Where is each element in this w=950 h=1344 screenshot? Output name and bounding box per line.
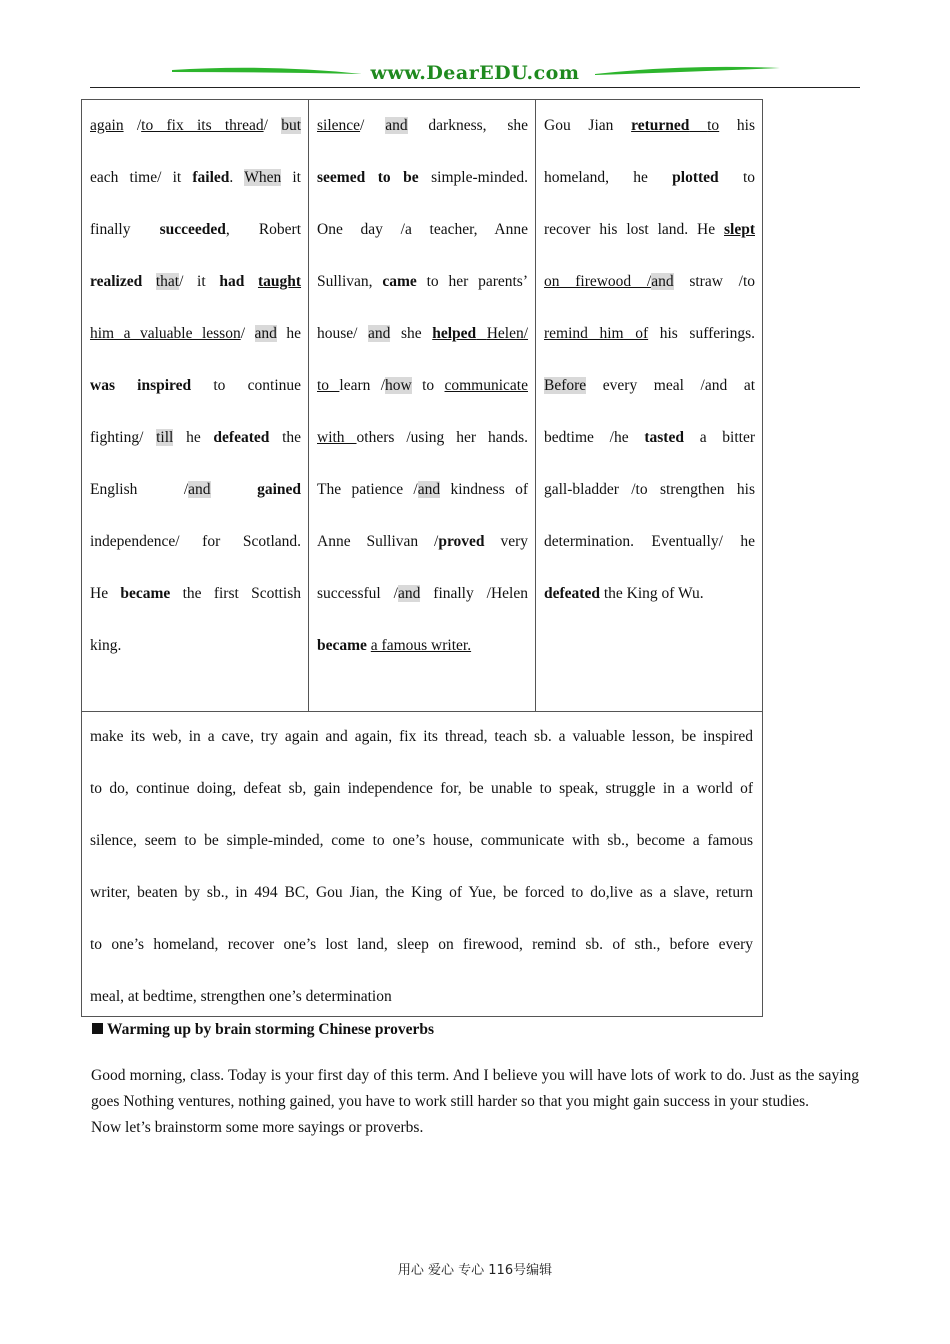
column-divider-2 [535, 100, 536, 711]
section-heading [92, 1021, 434, 1039]
summary-line: to one’s homeland, recover one’s lost land, sleep on firewood, remind sb. of sth., before every [90, 936, 753, 953]
header-rule [90, 87, 860, 88]
summary-line: writer, beaten by sb., in 494 BC, Gou Jian, the King of Yue, be forced to do,live as a slave, return [90, 884, 753, 901]
section-heading-text: Warming up by brain storming Chinese proverbs [107, 1021, 434, 1038]
column-divider-1 [308, 100, 309, 711]
story-cell-gou-jian: Gou Jian returned to his homeland, he plotted to recover his lost land. He slept on firewood /and straw /to remind him of his sufferings. Before every meal /and at bedtime /he tasted a bitter gall-bladder /to strengthen his determination. Eventually/ he defeated the King of Wu. [544, 117, 756, 602]
summary-line: to do, continue doing, defeat sb, gain independence for, be unable to speak, struggle in a world of [90, 780, 753, 797]
page-footer: 用心 爱心 专心 116号编辑 [397, 1263, 553, 1278]
square-bullet-icon [92, 1023, 103, 1034]
green-swoosh-right [595, 66, 780, 76]
story-cell-robert-bruce: again /to fix its thread/ but each time/ it failed. When it finally succeeded, Robert realized that/ it had taught him a valuable lesson/ and he was inspired to continue fighting/ till he defeated the English /and gained independence/ for Scotland. He became the first Scottish king. [90, 117, 302, 654]
page-header [90, 60, 860, 88]
site-logo: www.DearEDU.com [370, 62, 580, 84]
summary-line: meal, at bedtime, strengthen one’s determination [90, 988, 392, 1005]
summary-line: make its web, in a cave, try again and again, fix its thread, teach sb. a valuable lesson, be inspired [90, 728, 753, 745]
story-table [81, 99, 763, 1017]
phrase-summary [90, 711, 753, 1023]
body-paragraph: Good morning, class. Today is your first day of this term. And I believe you will have lots of work to do. Just as the saying goes Nothing ventures, nothing gained, you have to work still harder so that you might gain success in your studies. [91, 1067, 859, 1110]
summary-line: silence, seem to be simple-minded, come to one’s house, communicate with sb., become a famous [90, 832, 753, 849]
body-paragraph: Now let’s brainstorm some more sayings or proverbs. [91, 1119, 424, 1136]
story-cell-helen-keller: silence/ and darkness, she seemed to be simple-minded. One day /a teacher, Anne Sullivan, came to her parents’ house/ and she helped Helen/ to learn /how to communicate with others /using her hands. The patience /and kindness of Anne Sullivan /proved very successful /and finally /Helen became a famous writer. [317, 117, 529, 654]
body-text [91, 1063, 859, 1141]
